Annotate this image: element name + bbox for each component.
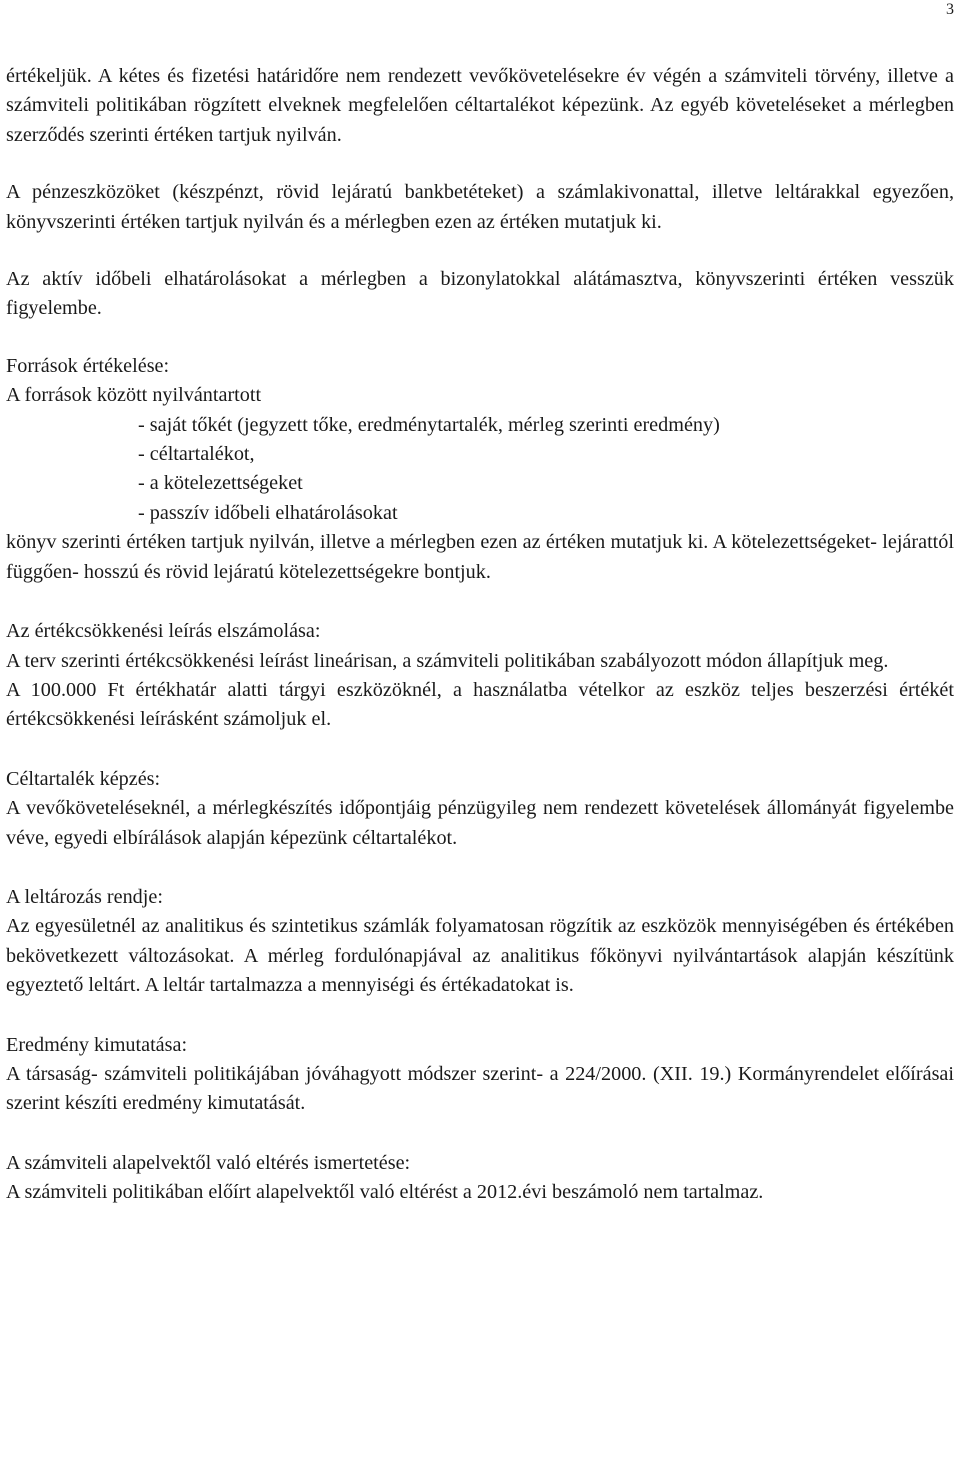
list-item: - passzív időbeli elhatárolásokat (138, 501, 398, 524)
paragraph-principle-deviation: A számviteli politikában előírt alapelvektől való eltérést a 2012.évi beszámoló nem tartalmaz. (6, 1181, 764, 1204)
list-item: - a kötelezettségeket (138, 472, 303, 495)
heading-inventory: A leltározás rendje: (6, 885, 163, 908)
paragraph-accruals: Az aktív időbeli elhatárolásokat a mérlegben a bizonylatokkal alátámasztva, könyvszerinti értéken vesszük figyelembe. (6, 268, 954, 320)
list-item: - saját tőkét (jegyzett tőke, eredménytartalék, mérleg szerinti eredmény) (138, 413, 720, 436)
heading-provisions: Céltartalék képzés: (6, 767, 161, 790)
heading-sources-valuation: Források értékelése: (6, 354, 170, 377)
paragraph-depreciation-threshold: A 100.000 Ft értékhatár alatti tárgyi eszközöknél, a használatba vételkor az eszköz teljes beszerzési értékét értékcsökkenési leírásként számoljuk el. (6, 678, 954, 731)
list-item: - céltartalékot, (138, 443, 255, 466)
heading-depreciation: Az értékcsökkenési leírás elszámolása: (6, 620, 321, 643)
paragraph-receivables: értékeljük. A kétes és fizetési határidőre nem rendezett vevőkövetelésekre év végén a számviteli törvény, illetve a számviteli politikában rögzített elveknek megfelelően céltartalékot képezünk. Az egyéb követeléseket a mérlegben szerződés szerinti értéken tartjuk nyilván. (6, 65, 954, 146)
page-number: 3 (946, 1, 954, 18)
paragraph-cash: A pénzeszközöket (készpénzt, rövid lejáratú bankbetéteket) a számlakivonattal, illetve leltárakkal egyezően, könyvszerinti értéken tartjuk nyilván és a mérlegben ezen az értéken mutatjuk ki. (6, 181, 954, 233)
sources-intro: A források között nyilvántartott (6, 384, 262, 407)
paragraph-inventory: Az egyesületnél az analitikus és szintetikus számlák folyamatosan rögzítik az eszközök mennyiségében és értékében bekövetkezett változásokat. A mérleg fordulónapjával az analitikus főkönyvi nyilvántartások alapján készítünk egyeztető leltárt. A leltár tartalmazza a mennyiségi és értékadatokat is. (6, 915, 954, 997)
paragraph-depreciation-method: A terv szerinti értékcsökkenési leírást lineárisan, a számviteli politikában szabályozott módon állapítjuk meg. (6, 649, 889, 672)
heading-income-statement: Eredmény kimutatása: (6, 1033, 188, 1056)
sources-list (6, 411, 954, 529)
document-body (6, 62, 954, 1208)
paragraph-provisions: A vevőköveteléseknél, a mérlegkészítés időpontjáig pénzügyileg nem rendezett követelések állományát figyelembe véve, egyedi elbírálások alapján képezünk céltartalékot. (6, 797, 954, 849)
sources-outro: könyv szerinti értéken tartjuk nyilván, illetve a mérlegben ezen az értéken mutatjuk ki. A kötelezettségeket- lejárattól függően- hosszú és rövid lejáratú kötelezettségekre bontjuk. (6, 531, 954, 583)
heading-principle-deviation: A számviteli alapelvektől való eltérés ismertetése: (6, 1151, 411, 1174)
paragraph-income-statement: A társaság- számviteli politikájában jóváhagyott módszer szerint- a 224/2000. (XII. 19.) Kormányrendelet előírásai szerint készíti eredmény kimutatását. (6, 1062, 954, 1115)
